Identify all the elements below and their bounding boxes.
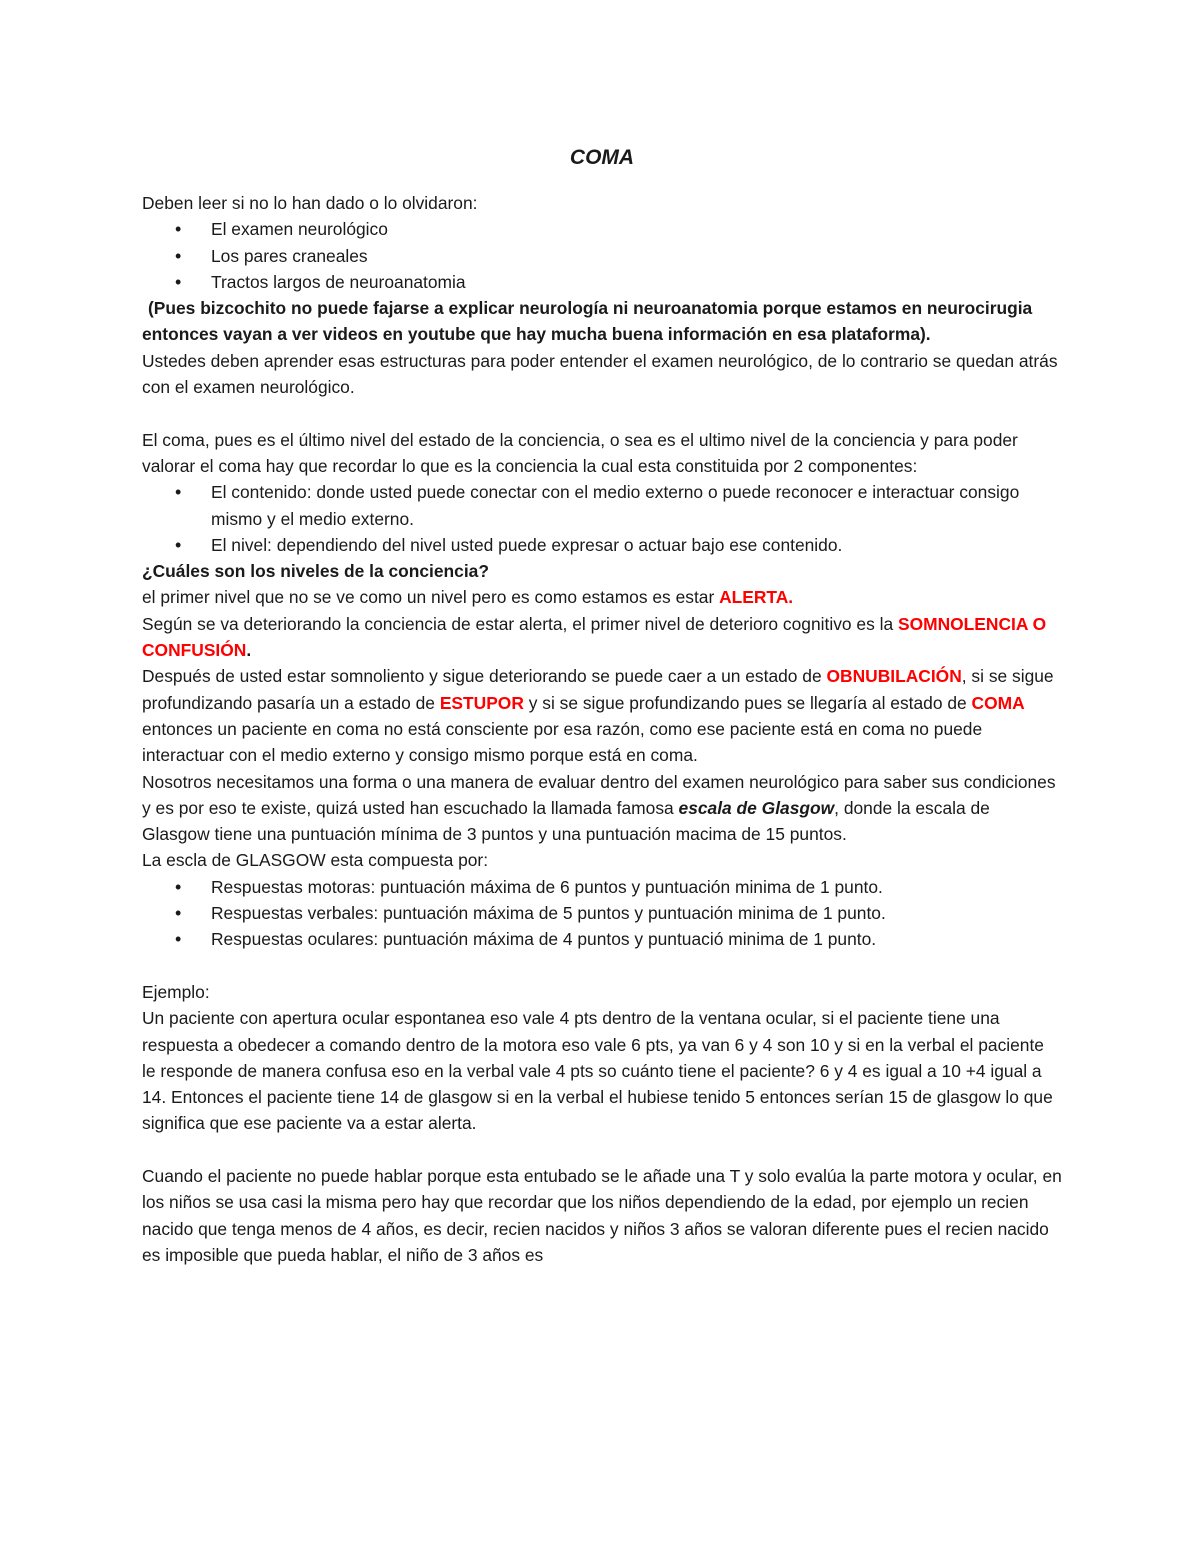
intubated-paragraph: Cuando el paciente no puede hablar porque esta entubado se le añade una T y solo evalúa la parte motora y ocular, en los niños se usa casi la misma pero hay que recordar que los niños dependiendo de la edad, por ejemplo un recien nacido que tenga menos de 4 años, es decir, recien nacidos y niños 3 años se valoran diferente pues el recien nacido es imposible que pueda hablar, el niño de 3 años es bbox=[142, 1165, 1062, 1265]
levels-question: ¿Cuáles son los niveles de la conciencia? bbox=[142, 561, 489, 582]
level-deep-paragraph bbox=[142, 663, 1062, 768]
coma-definition-paragraph: El coma, pues es el último nivel del estado de la conciencia, o sea es el ultimo nivel de la conciencia y para poder valorar el coma hay que recordar lo que es la conciencia la cual esta constituida por 2 componentes: bbox=[142, 429, 1018, 476]
level-term-somnolencia: SOMNOLENCIA O CONFUSIÓN bbox=[142, 613, 1047, 661]
review-list bbox=[142, 216, 1062, 295]
intro-paragraph: Deben leer si no lo han dado o lo olvidaron: bbox=[142, 193, 478, 213]
level-term-obnubilacion: OBNUBILACIÓN bbox=[826, 666, 962, 687]
blank-line bbox=[142, 953, 1062, 979]
text-run: Según se va deteriorando la conciencia de estar alerta, el primer nivel de deterioro cognitivo es la bbox=[142, 613, 898, 634]
text-run: Nosotros necesitamos una forma o una manera de evaluar dentro del examen neurológico para saber sus condiciones y es por eso te existe, quizá usted han escuchado la llamada famosa bbox=[142, 771, 1056, 818]
text-run: , donde la escala de Glasgow tiene una puntuación mínima de 3 puntos y una puntuación macima de 15 puntos. bbox=[142, 797, 990, 845]
list-item: • Los pares craneales bbox=[142, 243, 1062, 269]
text-run: , si se sigue profundizando pasaría un a estado de bbox=[142, 666, 1054, 713]
list-item: • Tractos largos de neuroanatomia bbox=[142, 269, 1062, 295]
level-term-alerta: ALERTA. bbox=[719, 587, 794, 608]
glasgow-list bbox=[142, 874, 1062, 953]
list-item: • Respuestas motoras: puntuación máxima de 6 puntos y puntuación minima de 1 punto. bbox=[142, 874, 1062, 900]
document-body bbox=[142, 143, 1062, 1268]
glasgow-paragraph bbox=[142, 769, 1062, 848]
glasgow-term: escala de Glasgow bbox=[678, 797, 835, 818]
level-term-estupor: ESTUPOR bbox=[439, 692, 524, 713]
note-after-paragraph: Ustedes deben aprender esas estructuras para poder entender el examen neurológico, de lo contrario se quedan atrás con el examen neurológico. bbox=[142, 350, 1058, 398]
note-paragraph: (Pues bizcochito no puede fajarse a explicar neurología ni neuroanatomia porque estamos en neurocirugia entonces vayan a ver videos en youtube que hay mucha buena información en esa plataforma). bbox=[142, 298, 1033, 345]
blank-line bbox=[142, 400, 1062, 426]
text-run: y si se sigue profundizando pues se llegaría al estado de bbox=[523, 692, 972, 713]
page-title: COMA bbox=[569, 146, 635, 169]
example-label: Ejemplo: bbox=[142, 981, 210, 1002]
list-item: • Respuestas verbales: puntuación máxima de 5 puntos y puntuación minima de 1 punto. bbox=[142, 900, 1062, 926]
level-term-coma: COMA bbox=[971, 692, 1025, 713]
blank-line bbox=[142, 1137, 1062, 1163]
text-run: el primer nivel que no se ve como un nivel pero es como estamos es estar bbox=[142, 587, 720, 608]
list-item: • El contenido: donde usted puede conectar con el medio externo o puede reconocer e interactuar consigo mismo y el medio externo. bbox=[142, 479, 1062, 532]
list-item: • Respuestas oculares: puntuación máxima de 4 puntos y puntuació minima de 1 punto. bbox=[142, 926, 1062, 952]
glasgow-composition: La escla de GLASGOW esta compuesta por: bbox=[142, 850, 489, 871]
list-item: • El nivel: dependiendo del nivel usted puede expresar o actuar bajo ese contenido. bbox=[142, 532, 1062, 558]
list-item: • El examen neurológico bbox=[142, 216, 1062, 242]
level-alerta-paragraph bbox=[142, 584, 1062, 610]
text-run: . bbox=[246, 640, 252, 661]
text-run: entonces un paciente en coma no está consciente por esa razón, como ese paciente está en coma no puede interactuar con el medio externo y consigo mismo porque está en coma. bbox=[142, 718, 983, 766]
text-run: Después de usted estar somnoliento y sigue deteriorando se puede caer a un estado de bbox=[142, 666, 827, 687]
components-list bbox=[142, 479, 1062, 558]
level-somnolencia-paragraph bbox=[142, 611, 1062, 664]
example-paragraph: Un paciente con apertura ocular espontanea eso vale 4 pts dentro de la ventana ocular, si el paciente tiene una respuesta a obedecer a comando dentro de la motora eso vale 6 pts, ya van 6 y 4 son 10 y si en la verbal el paciente le responde de manera confusa eso en la verbal vale 4 pts so cuánto tiene el paciente? 6 y 4 es igual a 10 +4 igual a 14. Entonces el paciente tiene 14 de glasgow si en la verbal el hubiese tenido 5 entonces serían 15 de glasgow lo que significa que ese paciente va a estar alerta. bbox=[142, 1008, 1053, 1134]
